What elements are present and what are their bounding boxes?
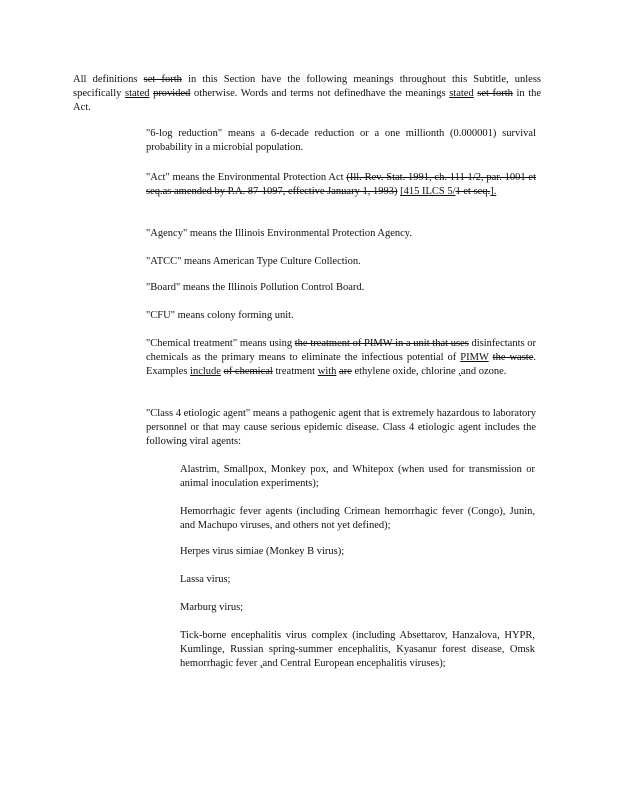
deleted-text: set forth bbox=[477, 88, 513, 99]
intro-paragraph bbox=[73, 73, 541, 115]
intro-text: in this Section have the following meanings throughout this Subtitle, unless specifically bbox=[73, 74, 542, 99]
definition-text: treatment bbox=[275, 366, 316, 377]
definition-cfu: "CFU" means colony forming unit. bbox=[146, 310, 294, 321]
deleted-text: are bbox=[339, 366, 352, 377]
definition-chemical-treatment bbox=[146, 337, 536, 379]
deleted-text: provided bbox=[153, 88, 191, 99]
definition-atcc: "ATCC" means American Type Culture Collection. bbox=[146, 256, 361, 267]
deleted-text: set forth bbox=[143, 74, 182, 85]
definition-class-4-etiologic-agent: "Class 4 etiologic agent" means a pathogenic agent that is extremely hazardous to laboratory personnel or that may cause serious epidemic disease. Class 4 etiologic agent includes the following viral agents: bbox=[146, 408, 536, 447]
definition-6-log-reduction: "6-log reduction" means a 6-decade reduction or a one millionth (0.000001) survival probability in a microbial population. bbox=[146, 128, 536, 153]
inserted-text: [415 ILCS 5/ bbox=[400, 186, 456, 197]
inserted-text: , bbox=[259, 658, 263, 669]
intro-text: All definitions bbox=[73, 74, 138, 85]
inserted-text: stated bbox=[449, 88, 474, 99]
agent-item-tick-borne-encephalitis bbox=[180, 629, 535, 671]
deleted-text: 1 et seq. bbox=[455, 186, 491, 197]
agent-item-marburg: Marburg virus; bbox=[180, 602, 244, 613]
agent-item-alastrim: Alastrim, Smallpox, Monkey pox, and Whitepox (when used for transmission or animal inoculation experiments); bbox=[180, 464, 535, 489]
agent-item-hemorrhagic-fever: Hemorrhagic fever agents (including Crimean hemorrhagic fever (Congo), Junin, and Machupo viruses, and others not yet defined); bbox=[180, 506, 535, 531]
agent-text: and Central European encephalitis viruses); bbox=[262, 658, 446, 669]
definition-agency: "Agency" means the Illinois Environmental Protection Agency. bbox=[146, 228, 412, 239]
agent-text: Tick-borne encephalitis virus complex (including Absettarov, Hanzalova, HYPR, Kumlinge, Russian spring-summer encephalitis, Kyasanur forest disease, Omsk hemorrhagic fever bbox=[180, 630, 535, 669]
definition-text: "Chemical treatment" means using bbox=[146, 338, 293, 349]
inserted-text: include bbox=[190, 366, 221, 377]
inserted-text: , bbox=[458, 366, 461, 377]
intro-text: in the Act. bbox=[73, 88, 542, 113]
intro-text: otherwise. Words and terms not defined bbox=[193, 88, 366, 99]
inserted-text: with bbox=[317, 366, 337, 377]
definition-text: ethylene oxide, chlorine bbox=[354, 366, 456, 377]
definition-text: . Examples bbox=[146, 352, 537, 377]
inserted-text: stated bbox=[124, 88, 150, 99]
deleted-text: of chemical bbox=[223, 366, 273, 377]
intro-text: have the meanings bbox=[365, 88, 446, 99]
inserted-text: ]. bbox=[490, 186, 497, 197]
definition-text: "Act" means the Environmental Protection Act bbox=[146, 172, 344, 183]
inserted-text: PIMW bbox=[460, 352, 489, 363]
agent-item-herpes-virus: Herpes virus simiae (Monkey B virus); bbox=[180, 546, 345, 557]
definition-act bbox=[146, 171, 536, 199]
definition-text: disinfectants or chemicals as the primary means to eliminate the infectious potential of bbox=[146, 338, 536, 363]
definition-text: and ozone. bbox=[460, 366, 507, 377]
definition-board: "Board" means the Illinois Pollution Control Board. bbox=[146, 282, 365, 293]
agent-item-lassa: Lassa virus; bbox=[180, 574, 231, 585]
deleted-text: (Ill. Rev. Stat. 1991, ch. 111 1/2, par. 1001 et seq.as amended by P.A. 87-1097, effective January 1, 1993) bbox=[146, 172, 537, 197]
deleted-text: the treatment of PIMW in a unit that uses bbox=[294, 338, 469, 349]
deleted-text: the waste bbox=[492, 352, 534, 363]
